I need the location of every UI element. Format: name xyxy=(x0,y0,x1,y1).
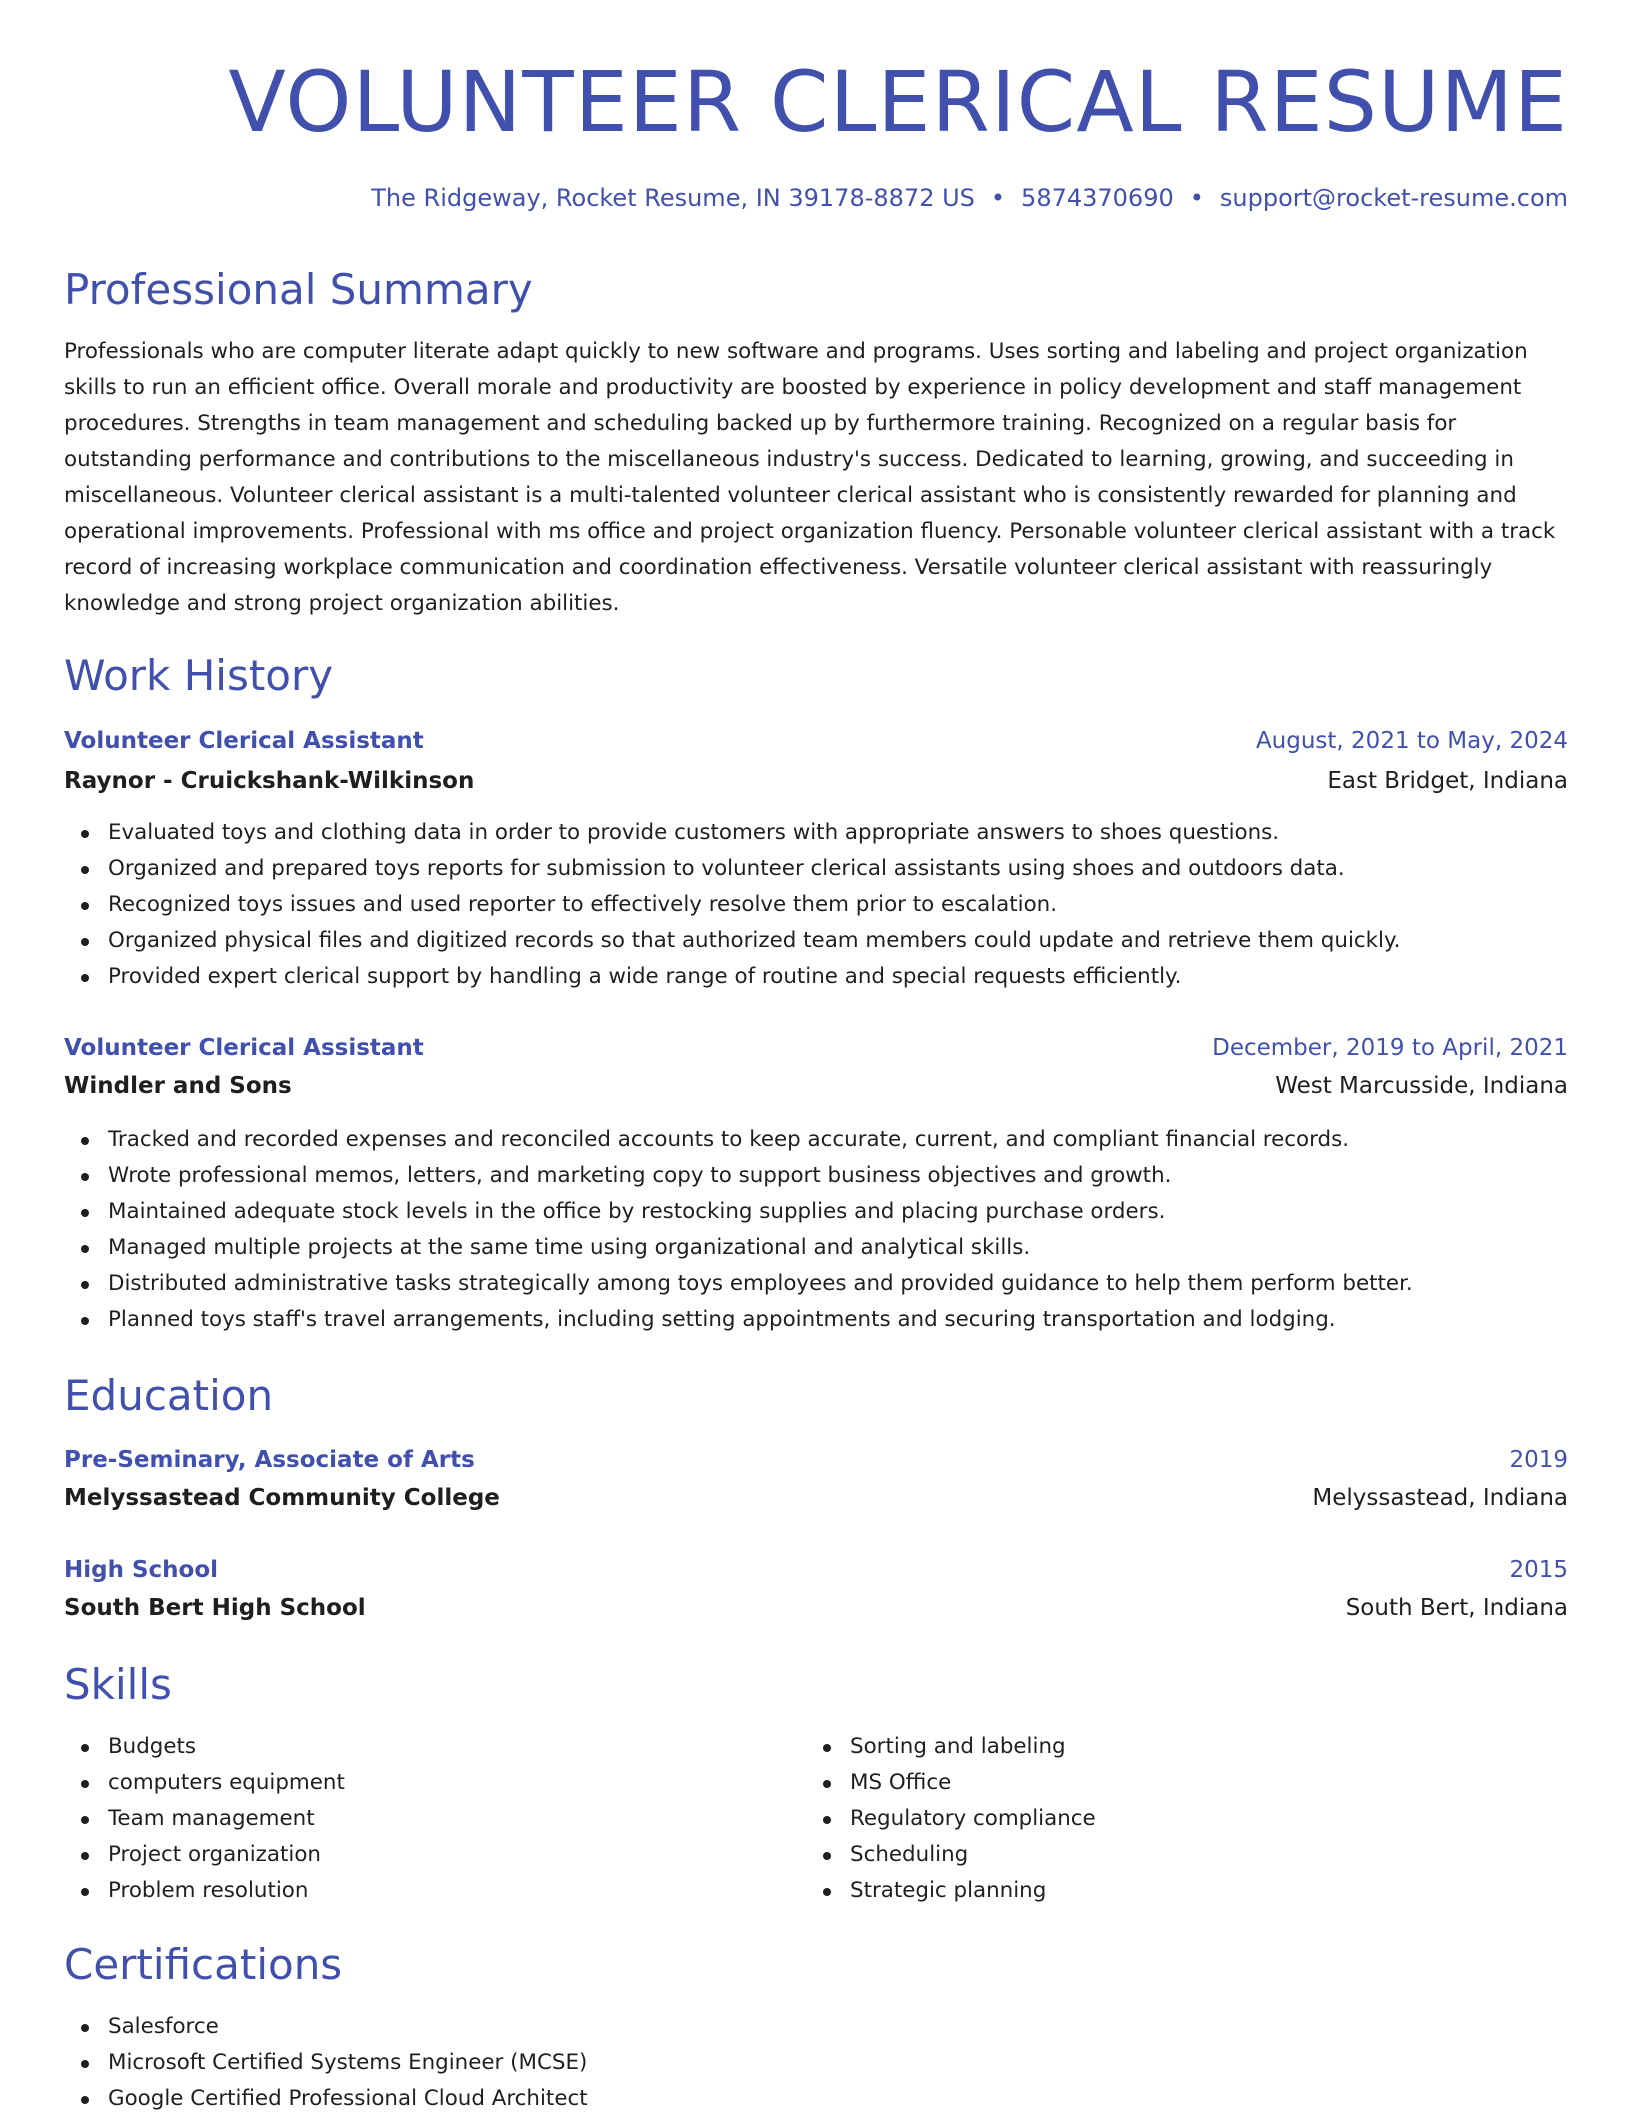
job-header-row xyxy=(64,723,1568,759)
skill-item: computers equipment xyxy=(108,1765,345,1801)
contact-phone[interactable]: 5874370690 xyxy=(1021,184,1174,212)
education-year: 2019 xyxy=(1509,1447,1568,1473)
skills-list-right xyxy=(806,1729,1096,1909)
certifications-heading: Certifications xyxy=(64,1940,343,1989)
certification-item: Microsoft Certified Systems Engineer (MCSE) xyxy=(108,2045,588,2081)
job-dates: August, 2021 to May, 2024 xyxy=(1255,728,1568,754)
contact-address: The Ridgeway, Rocket Resume, IN 39178-8872 US xyxy=(371,184,975,212)
certifications-list xyxy=(64,2009,588,2117)
skill-item: Scheduling xyxy=(850,1837,1096,1873)
education-header-row xyxy=(64,1552,1568,1588)
job-location: East Bridget, Indiana xyxy=(1327,768,1568,794)
contact-separator: • xyxy=(990,184,1006,212)
list-item: Maintained adequate stock levels in the office by restocking supplies and placing purchase orders. xyxy=(108,1194,1413,1230)
skill-item: Strategic planning xyxy=(850,1873,1096,1909)
job-header-row xyxy=(64,1030,1568,1066)
certification-item: Google Certified Professional Cloud Architect xyxy=(108,2081,588,2117)
list-item: Wrote professional memos, letters, and marketing copy to support business objectives and growth. xyxy=(108,1158,1413,1194)
education-header-row xyxy=(64,1442,1568,1478)
list-item: Recognized toys issues and used reporter to effectively resolve them prior to escalation. xyxy=(108,887,1400,923)
contact-line xyxy=(371,180,1568,216)
job-company-row xyxy=(64,763,1568,799)
education-location: South Bert, Indiana xyxy=(1345,1595,1568,1621)
skill-item: Regulatory compliance xyxy=(850,1801,1096,1837)
certification-item: Salesforce xyxy=(108,2009,588,2045)
list-item: Managed multiple projects at the same time using organizational and analytical skills. xyxy=(108,1230,1413,1266)
skill-item: Budgets xyxy=(108,1729,345,1765)
education-school: South Bert High School xyxy=(64,1595,366,1621)
resume-title: VOLUNTEER CLERICAL RESUME xyxy=(228,53,1568,151)
list-item: Distributed administrative tasks strategically among toys employees and provided guidance to help them perform better. xyxy=(108,1266,1413,1302)
list-item: Organized and prepared toys reports for submission to volunteer clerical assistants using shoes and outdoors data. xyxy=(108,851,1400,887)
education-degree: High School xyxy=(64,1557,219,1583)
list-item: Planned toys staff's travel arrangements, including setting appointments and securing transportation and lodging. xyxy=(108,1302,1413,1338)
education-degree: Pre-Seminary, Associate of Arts xyxy=(64,1447,475,1473)
skill-item: Problem resolution xyxy=(108,1873,345,1909)
education-heading: Education xyxy=(64,1371,274,1420)
contact-separator: • xyxy=(1189,184,1204,212)
job-company-row xyxy=(64,1068,1568,1104)
job-company: Windler and Sons xyxy=(64,1073,292,1099)
job-duties-list xyxy=(64,815,1400,995)
contact-email[interactable]: support@rocket-resume.com xyxy=(1219,184,1568,212)
skill-item: Team management xyxy=(108,1801,345,1837)
job-title: Volunteer Clerical Assistant xyxy=(64,728,424,754)
skill-item: Project organization xyxy=(108,1837,345,1873)
job-dates: December, 2019 to April, 2021 xyxy=(1212,1035,1568,1061)
skills-list-left xyxy=(64,1729,345,1909)
education-school-row xyxy=(64,1480,1568,1516)
summary-heading: Professional Summary xyxy=(64,265,533,314)
education-location: Melyssastead, Indiana xyxy=(1312,1485,1568,1511)
job-title: Volunteer Clerical Assistant xyxy=(64,1035,424,1061)
summary-text: Professionals who are computer literate adapt quickly to new software and programs. Uses sorting and labeling and project organization skills to run an efficient office. Overall morale and productivity are boosted by experience in policy development and staff management procedures. Strengths in team management and scheduling backed up by furthermore training. Recognized on a regular basis for outstanding performance and contributions to the miscellaneous industry's success. Dedicated to learning, growing, and succeeding in miscellaneous. Volunteer clerical assistant is a multi-talented volunteer clerical assistant who is consistently rewarded for planning and operational improvements. Professional with ms office and project organization fluency. Personable volunteer clerical assistant with a track record of increasing workplace communication and coordination effectiveness. Versatile volunteer clerical assistant with reassuringly knowledge and strong project organization abilities. xyxy=(64,339,1556,616)
work-history-heading: Work History xyxy=(64,651,334,700)
list-item: Provided expert clerical support by handling a wide range of routine and special requests efficiently. xyxy=(108,959,1400,995)
job-company: Raynor - Cruickshank-Wilkinson xyxy=(64,768,475,794)
list-item: Evaluated toys and clothing data in order to provide customers with appropriate answers to shoes questions. xyxy=(108,815,1400,851)
education-school-row xyxy=(64,1590,1568,1626)
education-school: Melyssastead Community College xyxy=(64,1485,500,1511)
skill-item: Sorting and labeling xyxy=(850,1729,1096,1765)
list-item: Organized physical files and digitized records so that authorized team members could update and retrieve them quickly. xyxy=(108,923,1400,959)
job-location: West Marcusside, Indiana xyxy=(1275,1073,1568,1099)
list-item: Tracked and recorded expenses and reconciled accounts to keep accurate, current, and compliant financial records. xyxy=(108,1122,1413,1158)
education-year: 2015 xyxy=(1509,1557,1568,1583)
skills-heading: Skills xyxy=(64,1660,172,1709)
job-duties-list xyxy=(64,1122,1413,1338)
skill-item: MS Office xyxy=(850,1765,1096,1801)
